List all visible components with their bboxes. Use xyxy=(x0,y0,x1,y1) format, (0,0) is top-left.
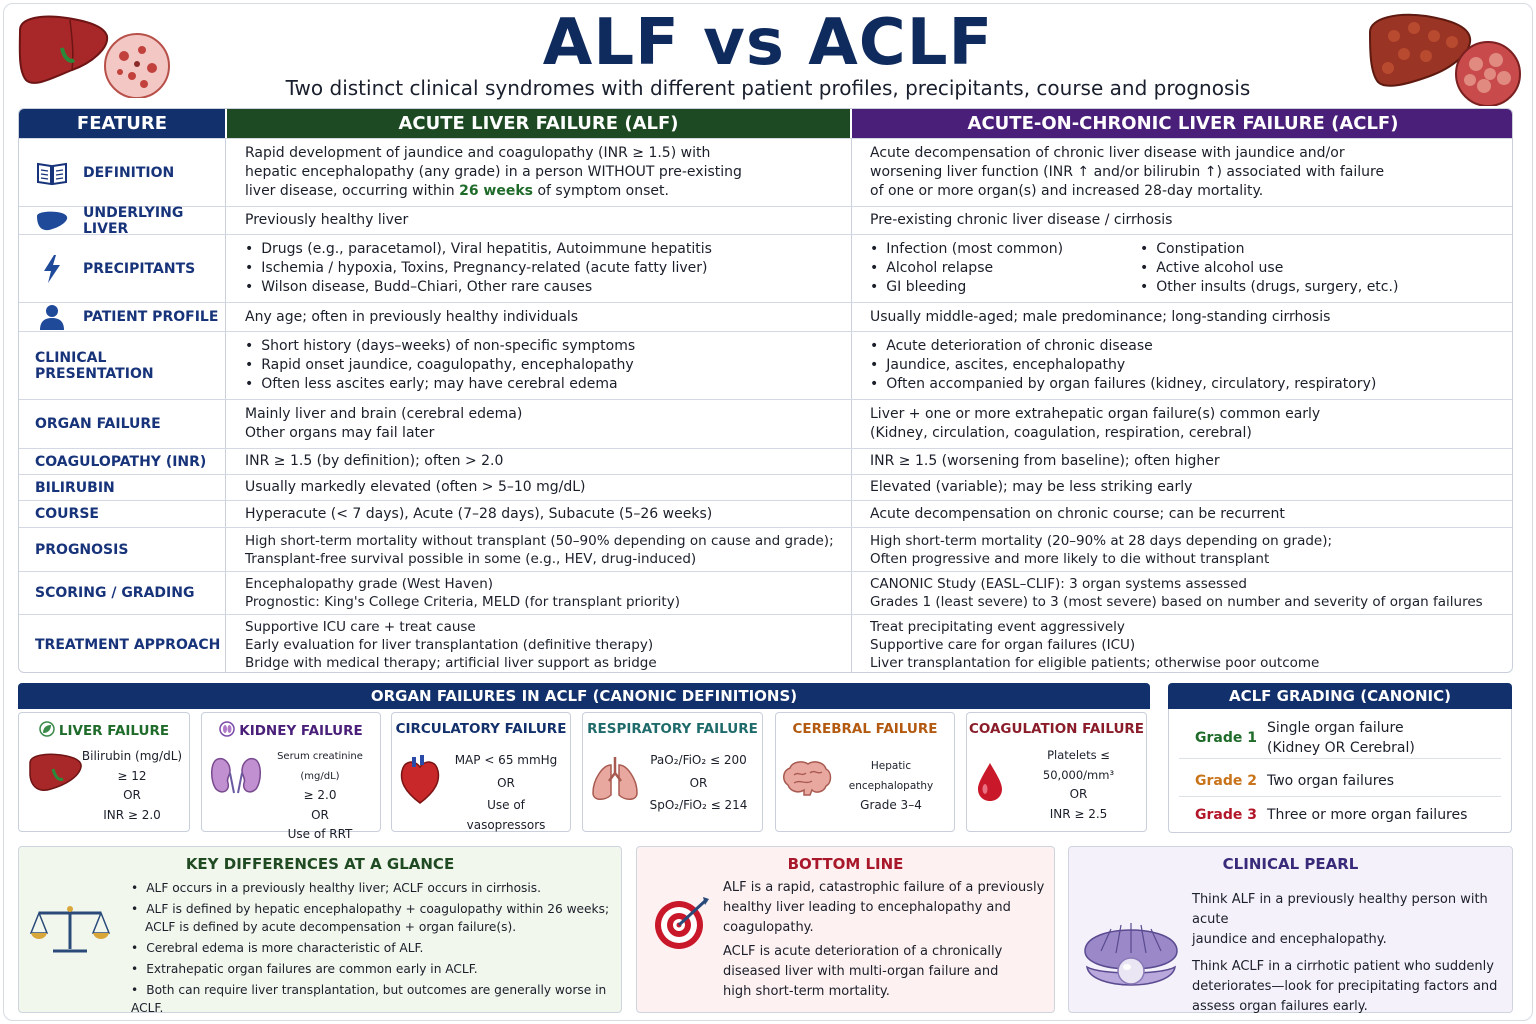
page-title: ALF vs ACLF xyxy=(542,6,994,80)
aclf-text: Treat precipitating event aggressively xyxy=(870,618,1125,635)
grade-label: Grade 2 xyxy=(1195,772,1257,789)
box-title: BOTTOM LINE xyxy=(787,855,904,873)
bottom-line-box xyxy=(636,846,1055,1013)
grade-description: Three or more organ failures xyxy=(1267,807,1468,823)
table-row xyxy=(19,302,1513,331)
bottom-line-text: ALF is a rapid, catastrophic failure of a previously xyxy=(723,880,1045,895)
card-liver-failure xyxy=(18,712,190,832)
criteria-line: Serum creatinine (mg/dL) xyxy=(277,751,363,782)
aclf-text: Acute decompensation on chronic course; can be recurrent xyxy=(870,505,1285,522)
table-row xyxy=(19,399,1513,448)
comparison-table xyxy=(18,108,1513,673)
aclf-bullet: • Active alcohol use xyxy=(1140,259,1410,278)
aclf-text: worsening liver function (INR ↑ and/or bilirubin ↑) associated with failure xyxy=(870,164,1385,180)
aclf-text: Liver transplantation for eligible patients; otherwise poor outcome xyxy=(870,654,1320,671)
header-aclf: ACUTE-ON-CHRONIC LIVER FAILURE (ACLF) xyxy=(852,109,1513,138)
aclf-text: Liver + one or more extrahepatic organ failure(s) common early xyxy=(870,406,1321,422)
key-difference-item: • Extrahepatic organ failures are common early in ACLF. xyxy=(131,960,621,978)
page-subtitle: Two distinct clinical syndromes with different patient profiles, precipitants, course and prognosis xyxy=(285,76,1251,100)
feature-label: SCORING / GRADING xyxy=(35,585,195,601)
header-alf: ACUTE LIVER FAILURE (ALF) xyxy=(227,109,850,138)
heart-icon xyxy=(398,753,442,811)
alf-text: Transplant-free survival possible in some (e.g., HEV, drug-induced) xyxy=(245,550,697,567)
feature-label: BILIRUBIN xyxy=(35,479,115,496)
lungs-icon xyxy=(589,757,641,807)
alf-text: Mainly liver and brain (cerebral edema) xyxy=(245,406,523,422)
grade-label: Grade 1 xyxy=(1195,729,1257,746)
aclf-bullet: • Jaundice, ascites, encephalopathy xyxy=(870,356,1513,375)
key-difference-item: • Cerebral edema is more characteristic of ALF. xyxy=(131,939,621,957)
aclf-text: Acute decompensation of chronic liver disease with jaundice and/or xyxy=(870,145,1345,161)
aclf-bullet: • Other insults (drugs, surgery, etc.) xyxy=(1140,278,1410,297)
key-difference-item: • ALF is defined by hepatic encephalopathy + coagulopathy within 26 weeks; ACLF is defined by acute decompensation + organ failure(s). xyxy=(131,900,621,936)
alf-text: High short-term mortality without transplant (50–90% depending on cause and grade); xyxy=(245,532,834,549)
kidney-badge-icon xyxy=(219,721,235,741)
table-row xyxy=(19,138,1513,206)
box-title: CLINICAL PEARL xyxy=(1222,855,1359,873)
grade-description: Two organ failures xyxy=(1267,772,1395,789)
card-kidney-failure xyxy=(201,712,381,841)
feature-label: PRECIPITANTS xyxy=(83,260,196,277)
alf-text: Other organs may fail later xyxy=(245,425,435,441)
clinical-pearl-text: Think ALF in a previously healthy person with acute xyxy=(1192,892,1488,927)
card-title: RESPIRATORY FAILURE xyxy=(587,721,758,737)
bottom-line-text: healthy liver leading to encephalopathy and xyxy=(723,900,1011,915)
clinical-pearl-text: assess organ failures early. xyxy=(1192,999,1368,1014)
feature-label: PROGNOSIS xyxy=(35,541,129,558)
aclf-text: (Kidney, circulation, coagulation, respiration, cerebral) xyxy=(870,425,1252,441)
book-icon xyxy=(35,159,69,187)
clinical-pearl-text: jaundice and encephalopathy. xyxy=(1192,932,1387,947)
scales-icon xyxy=(29,905,111,959)
card-title: COAGULATION FAILURE xyxy=(968,721,1145,737)
alf-text: liver disease, occurring within xyxy=(245,183,460,199)
aclf-text: High short-term mortality (20–90% at 28 days depending on grade); xyxy=(870,532,1333,549)
table-row xyxy=(19,234,1513,302)
criteria-line: INR ≥ 2.0 xyxy=(103,807,161,822)
alf-text: Hyperacute (< 7 days), Acute (7–28 days), Subacute (5–26 weeks) xyxy=(245,505,713,522)
criteria-line: MAP < 65 mmHg xyxy=(454,753,558,767)
feature-label: UNDERLYING LIVER xyxy=(83,204,184,237)
key-difference-item: • Both can require liver transplantation, but outcomes are generally worse in ACLF. xyxy=(131,981,621,1017)
card-cerebral-failure xyxy=(775,712,955,832)
aclf-bullet: • GI bleeding xyxy=(870,278,1140,297)
liver-icon xyxy=(35,207,69,235)
criteria-line: Use of RRT xyxy=(287,827,353,841)
key-difference-item: • ALF occurs in a previously healthy liver; ACLF occurs in cirrhosis. xyxy=(131,879,621,897)
alf-text: of symptom onset. xyxy=(533,183,669,199)
table-row xyxy=(19,448,1513,474)
criteria-line: OR xyxy=(123,788,141,802)
table-row xyxy=(19,614,1513,673)
aclf-text: Grades 1 (least severe) to 3 (most severe) based on number and severity of organ failures xyxy=(870,594,1483,610)
table-row xyxy=(19,527,1513,571)
criteria-line: OR xyxy=(689,775,708,790)
criteria-line: SpO₂/FiO₂ ≤ 214 xyxy=(649,798,748,812)
aclf-text: Elevated (variable); may be less striking early xyxy=(870,479,1193,495)
card-respiratory-failure xyxy=(582,712,763,832)
aclf-bullet: • Alcohol relapse xyxy=(870,259,1140,278)
criteria-line: Grade 3–4 xyxy=(860,798,922,812)
card-title: KIDNEY FAILURE xyxy=(239,723,363,739)
highlight-26-weeks: 26 weeks xyxy=(459,183,534,199)
clinical-pearl-text: Think ACLF in a cirrhotic patient who suddenly xyxy=(1192,959,1494,974)
table-row xyxy=(19,204,1513,237)
aclf-text: Often progressive and more likely to die without transplant xyxy=(870,550,1270,567)
grade-description: (Kidney OR Cerebral) xyxy=(1267,739,1415,756)
grading-panel xyxy=(1168,709,1512,833)
alf-bullet: • Often less ascites early; may have cerebral edema xyxy=(245,375,851,394)
feature-label: ORGAN FAILURE xyxy=(35,416,161,432)
grading-header: ACLF GRADING (CANONIC) xyxy=(1168,683,1512,709)
table-row xyxy=(19,331,1513,399)
liver-icon xyxy=(27,751,85,803)
alf-text: Any age; often in previously healthy individuals xyxy=(245,308,579,325)
criteria-line: OR xyxy=(497,775,515,790)
criteria-line: Use of vasopressors xyxy=(466,798,546,832)
aclf-bullet: • Acute deterioration of chronic disease xyxy=(870,337,1513,356)
clinical-pearl-text: deteriorates—look for precipitating factors and xyxy=(1192,979,1498,994)
alf-text: Previously healthy liver xyxy=(245,212,409,228)
target-icon xyxy=(653,895,711,955)
aclf-text: Supportive care for organ failures (ICU) xyxy=(870,636,1136,653)
grade-row xyxy=(1179,799,1501,831)
card-title: CEREBRAL FAILURE xyxy=(792,721,938,737)
alf-bullet: • Drugs (e.g., paracetamol), Viral hepatitis, Autoimmune hepatitis xyxy=(245,240,851,259)
alf-text: Bridge with medical therapy; artificial liver support as bridge xyxy=(245,654,657,671)
alf-text: INR ≥ 1.5 (by definition); often > 2.0 xyxy=(245,453,504,469)
aclf-text: Usually middle-aged; male predominance; long-standing cirrhosis xyxy=(870,308,1331,325)
criteria-line: Bilirubin (mg/dL) xyxy=(81,749,183,763)
kidney-icon xyxy=(208,753,264,803)
criteria-line: OR xyxy=(311,807,329,822)
pearl-shell-icon xyxy=(1081,911,1181,1001)
criteria-line: PaO₂/FiO₂ ≤ 200 xyxy=(650,753,747,767)
brain-icon xyxy=(780,759,834,803)
alf-bullet: • Wilson disease, Budd–Chiari, Other rare causes xyxy=(245,278,851,297)
card-circulatory-failure xyxy=(391,712,571,832)
grade-row xyxy=(1179,765,1501,797)
alf-bullet: • Short history (days–weeks) of non-specific symptoms xyxy=(245,337,851,356)
alf-text: Encephalopathy grade (West Haven) xyxy=(245,576,494,592)
bottom-line-text: high short-term mortality. xyxy=(723,984,890,999)
aclf-bullet: • Infection (most common) xyxy=(870,240,1140,259)
grade-description: Single organ failure xyxy=(1267,719,1404,736)
bottom-line-text: coagulopathy. xyxy=(723,920,814,935)
alf-text: hepatic encephalopathy (any grade) in a person WITHOUT pre-existing xyxy=(245,164,742,180)
alf-bullet: • Rapid onset jaundice, coagulopathy, encephalopathy xyxy=(245,356,851,375)
box-title: KEY DIFFERENCES AT A GLANCE xyxy=(185,855,455,873)
alf-bullet: • Ischemia / hypoxia, Toxins, Pregnancy-related (acute fatty liver) xyxy=(245,259,851,278)
organ-failures-header: ORGAN FAILURES IN ACLF (CANONIC DEFINITIONS) xyxy=(18,683,1150,709)
key-differences-box xyxy=(18,846,622,1013)
grade-row xyxy=(1179,717,1501,759)
criteria-line: ≥ 2.0 xyxy=(303,788,337,802)
alf-text: Supportive ICU care + treat cause xyxy=(245,618,476,635)
feature-label: CLINICAL PRESENTATION xyxy=(35,349,154,382)
feature-label: PATIENT PROFILE xyxy=(83,309,219,325)
aclf-text: CANONIC Study (EASL–CLIF): 3 organ systems assessed xyxy=(870,576,1247,592)
bottom-line-text: ACLF is acute deterioration of a chronically xyxy=(723,944,1003,959)
criteria-line: INR ≥ 2.5 xyxy=(1049,806,1108,821)
lightning-icon xyxy=(35,255,69,283)
alf-text: Rapid development of jaundice and coagulopathy (INR ≥ 1.5) with xyxy=(245,145,711,161)
table-row xyxy=(19,474,1513,500)
alf-text: Usually markedly elevated (often > 5–10 mg/dL) xyxy=(245,479,586,495)
feature-label: TREATMENT APPROACH xyxy=(35,636,221,653)
aclf-bullet: • Constipation xyxy=(1140,240,1410,259)
aclf-text: of one or more organ(s) and increased 28-day mortality. xyxy=(870,183,1264,199)
alf-text: Early evaluation for liver transplantation (definitive therapy) xyxy=(245,636,654,653)
criteria-line: ≥ 12 xyxy=(117,768,147,783)
person-icon xyxy=(35,303,69,331)
leaf-icon xyxy=(39,721,55,741)
aclf-text: INR ≥ 1.5 (worsening from baseline); often higher xyxy=(870,453,1220,469)
criteria-line: Hepatic encephalopathy xyxy=(848,760,934,792)
alf-text: Prognostic: King's College Criteria, MELD (for transplant priority) xyxy=(245,594,680,610)
aclf-bullet: • Often accompanied by organ failures (kidney, circulatory, respiratory) xyxy=(870,375,1513,394)
criteria-line: Platelets ≤ 50,000/mm³ xyxy=(1042,748,1115,782)
table-row xyxy=(19,500,1513,527)
blood-drop-icon xyxy=(975,761,1005,807)
grade-label: Grade 3 xyxy=(1195,807,1257,823)
card-coagulation-failure xyxy=(966,712,1147,832)
card-title: LIVER FAILURE xyxy=(58,723,170,739)
bottom-line-text: diseased liver with multi-organ failure and xyxy=(723,964,999,979)
aclf-text: Pre-existing chronic liver disease / cirrhosis xyxy=(870,212,1173,228)
feature-label: DEFINITION xyxy=(83,164,175,181)
feature-label: COAGULOPATHY (INR) xyxy=(35,453,207,470)
criteria-line: OR xyxy=(1069,787,1088,801)
table-row xyxy=(19,571,1513,614)
header-feature: FEATURE xyxy=(19,109,225,138)
clinical-pearl-box xyxy=(1068,846,1513,1013)
card-title: CIRCULATORY FAILURE xyxy=(395,721,567,737)
feature-label: COURSE xyxy=(35,506,99,522)
